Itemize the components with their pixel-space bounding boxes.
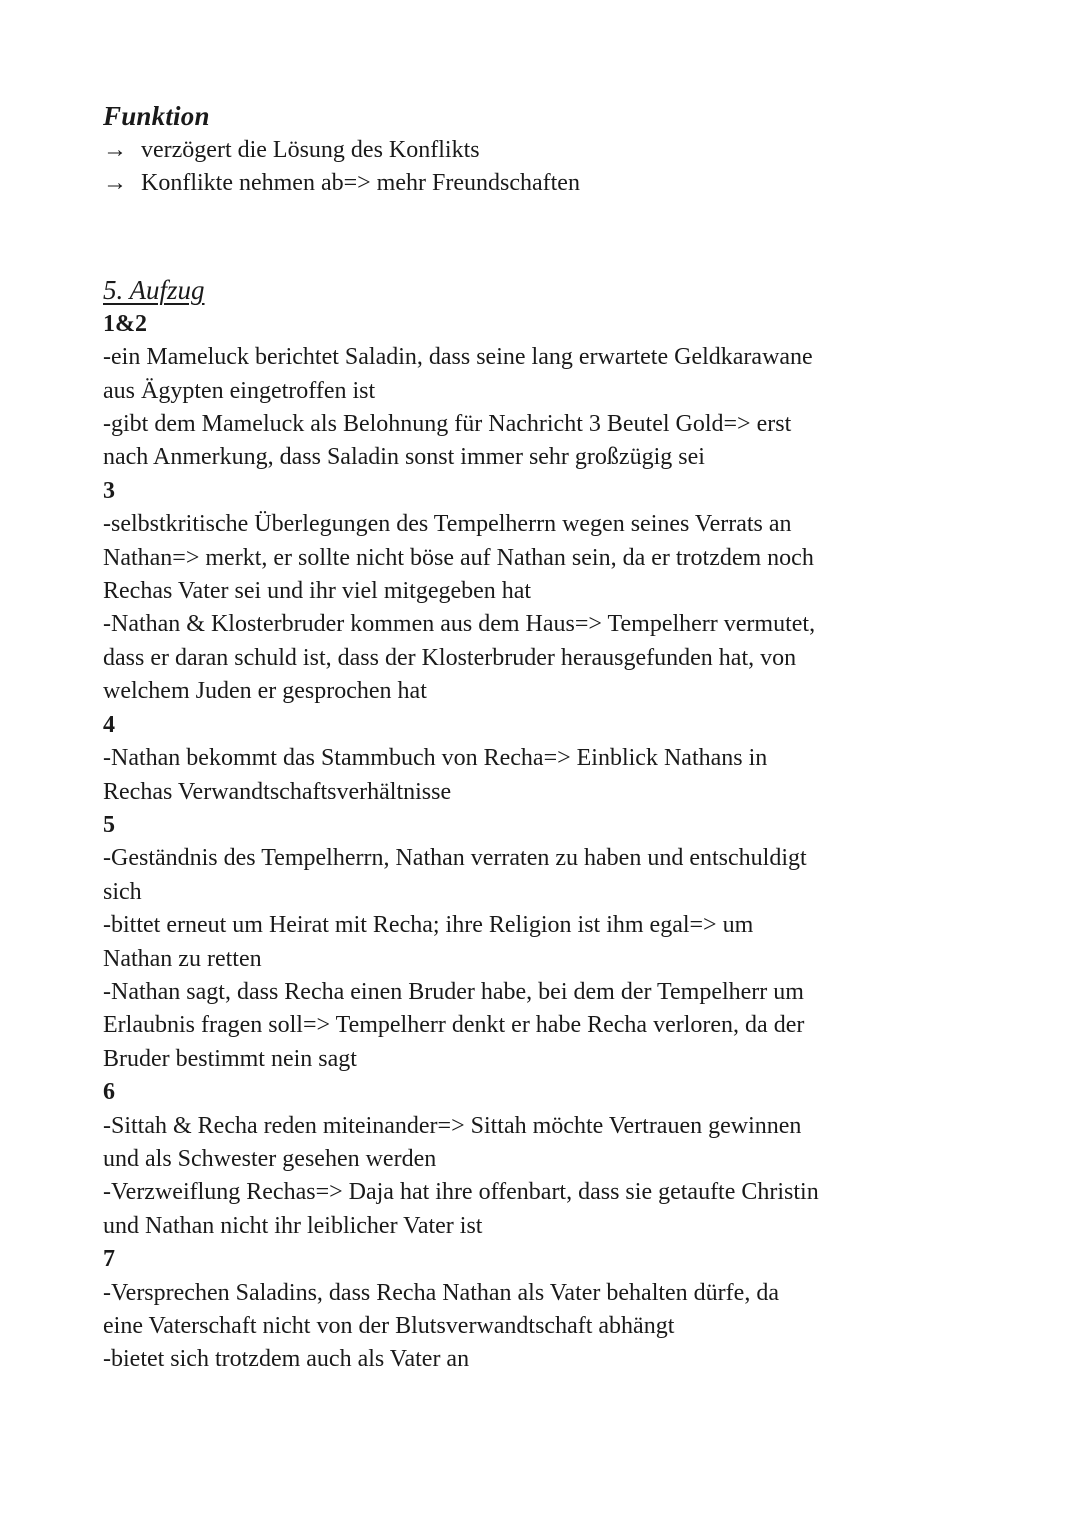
scene-number-label: 4 xyxy=(103,711,115,738)
text-line: Bruder bestimmt nein sagt xyxy=(103,1045,357,1072)
text-line: -bittet erneut um Heirat mit Recha; ihre Religion ist ihm egal=> um xyxy=(103,912,754,939)
text-line: -Nathan bekommt das Stammbuch von Recha=> Einblick Nathans in xyxy=(103,745,768,772)
scene-number-label: 6 xyxy=(103,1079,115,1106)
scene-number-label: 3 xyxy=(103,477,115,504)
text-line: Nathan zu retten xyxy=(103,945,262,972)
text-line: -selbstkritische Überlegungen des Tempelherrn wegen seines Verrats an xyxy=(103,511,792,538)
text-line: welchem Juden er gesprochen hat xyxy=(103,678,427,705)
text-line: nach Anmerkung, dass Saladin sonst immer sehr großzügig sei xyxy=(103,444,705,471)
bullet-text: verzögert die Lösung des Konflikts xyxy=(141,137,480,163)
text-line: Nathan=> merkt, er sollte nicht böse auf Nathan sein, da er trotzdem noch xyxy=(103,544,814,571)
aufzug-sections xyxy=(103,308,984,1377)
text-line: -Verzweiflung Rechas=> Daja hat ihre offenbart, dass sie getaufte Christin xyxy=(103,1179,819,1206)
text-line: -ein Mameluck berichtet Saladin, dass seine lang erwartete Geldkarawane xyxy=(103,344,813,371)
arrow-right-icon: → xyxy=(103,170,127,197)
text-line: dass er daran schuld ist, dass der Klosterbruder herausgefunden hat, von xyxy=(103,644,797,671)
text-line: und als Schwester gesehen werden xyxy=(103,1145,437,1172)
text-line: aus Ägypten eingetroffen ist xyxy=(103,377,376,404)
text-line: Erlaubnis fragen soll=> Tempelherr denkt er habe Recha verloren, da der xyxy=(103,1012,805,1039)
text-line: sich xyxy=(103,878,142,905)
bullet-text: Konflikte nehmen ab=> mehr Freundschaften xyxy=(141,170,580,197)
aufzug-heading xyxy=(103,272,984,308)
text-line: -Versprechen Saladins, dass Recha Nathan als Vater behalten dürfe, da xyxy=(103,1279,779,1306)
text-line: Rechas Verwandtschaftsverhältnisse xyxy=(103,778,452,805)
funktion-bullet xyxy=(103,167,984,200)
scene-number-label: 7 xyxy=(103,1246,115,1273)
text-line: -bietet sich trotzdem auch als Vater an xyxy=(103,1346,470,1373)
text-line: und Nathan nicht ihr leiblicher Vater ist xyxy=(103,1212,483,1239)
text-line: -Nathan & Klosterbruder kommen aus dem Haus=> Tempelherr vermutet, xyxy=(103,611,816,638)
text-line: -Sittah & Recha reden miteinander=> Sittah möchte Vertrauen gewinnen xyxy=(103,1112,802,1139)
scene-number-label: 5 xyxy=(103,811,115,838)
funktion-heading: Funktion xyxy=(103,101,210,131)
text-line: eine Vaterschaft nicht von der Blutsverwandtschaft abhängt xyxy=(103,1313,675,1339)
text-line: -gibt dem Mameluck als Belohnung für Nachricht 3 Beutel Gold=> erst xyxy=(103,411,792,438)
arrow-right-icon: → xyxy=(103,137,127,163)
funktion-bullet xyxy=(103,134,984,167)
aufzug-heading-text: 5. Aufzug xyxy=(103,274,205,305)
scene-number-label: 1&2 xyxy=(103,310,147,337)
text-line: -Nathan sagt, dass Recha einen Bruder habe, bei dem der Tempelherr um xyxy=(103,978,804,1005)
text-line: Rechas Vater sei und ihr viel mitgegeben hat xyxy=(103,578,532,605)
funktion-bullet-list xyxy=(103,134,984,201)
text-line: -Geständnis des Tempelherrn, Nathan verraten zu haben und entschuldigt xyxy=(103,845,807,872)
